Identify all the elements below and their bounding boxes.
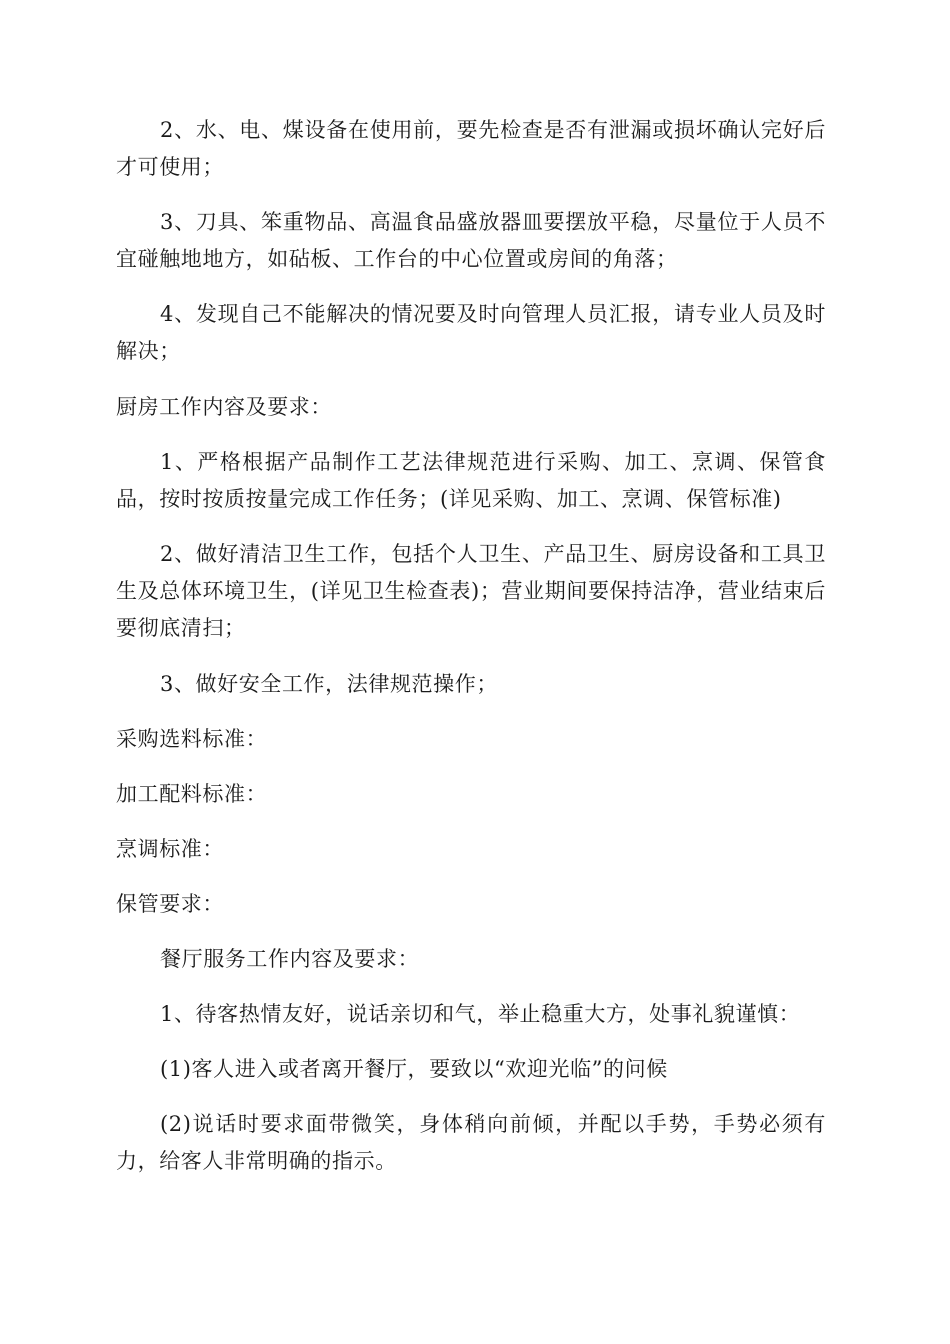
paragraph-placement: 3、刀具、笨重物品、高温食品盛放器皿要摆放平稳，尽量位于人员不宜碰触地地方，如砧板、工作台的中心位置或房间的角落； xyxy=(116,210,826,271)
paragraph-equipment-check: 2、水、电、煤设备在使用前，要先检查是否有泄漏或损坏确认完好后才可使用； xyxy=(116,118,826,179)
heading-dining-service: 餐厅服务工作内容及要求： xyxy=(160,947,420,971)
paragraph-service-1-2: (2)说话时要求面带微笑，身体稍向前倾，并配以手势，手势必须有力，给客人非常明确的指示。 xyxy=(116,1112,826,1173)
paragraph-service-1-1: (1)客人进入或者离开餐厅，要致以“欢迎光临”的问候 xyxy=(160,1057,668,1081)
paragraph-report: 4、发现自己不能解决的情况要及时向管理人员汇报，请专业人员及时解决； xyxy=(116,302,826,363)
paragraph-kitchen-2: 2、做好清洁卫生工作，包括个人卫生、产品卫生、厨房设备和工具卫生及总体环境卫生，(详见卫生检查表)；营业期间要保持洁净，营业结束后要彻底清扫； xyxy=(116,542,826,640)
paragraph-kitchen-3: 3、做好安全工作，法律规范操作； xyxy=(160,672,498,696)
paragraph-kitchen-1: 1、严格根据产品制作工艺法律规范进行采购、加工、烹调、保管食品，按时按质按量完成工作任务；(详见采购、加工、烹调、保管标准) xyxy=(116,450,826,511)
heading-cooking-standard: 烹调标准： xyxy=(116,837,224,861)
heading-kitchen-work: 厨房工作内容及要求： xyxy=(116,395,332,419)
paragraph-service-1: 1、待客热情友好，说话亲切和气，举止稳重大方，处事礼貌谨慎： xyxy=(160,1002,801,1026)
heading-processing-standard: 加工配料标准： xyxy=(116,782,268,806)
heading-purchase-standard: 采购选料标准： xyxy=(116,727,268,751)
heading-storage-requirement: 保管要求： xyxy=(116,892,224,916)
